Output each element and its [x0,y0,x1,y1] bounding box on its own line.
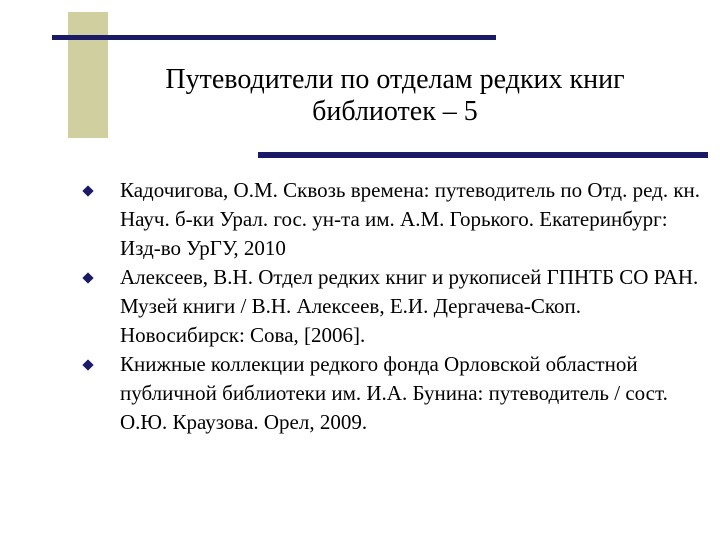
list-item [84,350,704,437]
top-bar-decoration [52,35,496,40]
list-item-text: Алексеев, В.Н. Отдел редких книг и рукописей ГПНТБ СО РАН. Музей книги / В.Н. Алексеев, Е.И. Дергачева-Скоп. Новосибирск: Сова, [2006]. [120,265,699,347]
side-bar-decoration [68,12,108,138]
diamond-bullet-icon [82,359,93,370]
bullet-list [84,176,704,437]
diamond-bullet-icon [82,272,93,283]
list-item-text: Книжные коллекции редкого фонда Орловской областной публичной библиотеки им. И.А. Бунина: путеводитель / сост. О.Ю. Краузова. Орел, 2009. [120,352,668,434]
list-item [84,263,704,350]
diamond-bullet-icon [82,185,93,196]
slide-title: Путеводители по отделам редких книг библиотек – 5 [165,64,625,127]
list-item [84,176,704,263]
bottom-bar-decoration [258,152,708,158]
list-item-text: Кадочигова, О.М. Сквозь времена: путеводитель по Отд. ред. кн. Науч. б-ки Урал. гос. ун-та им. А.М. Горького. Екатеринбург: Изд-во УрГУ, 2010 [120,178,701,260]
